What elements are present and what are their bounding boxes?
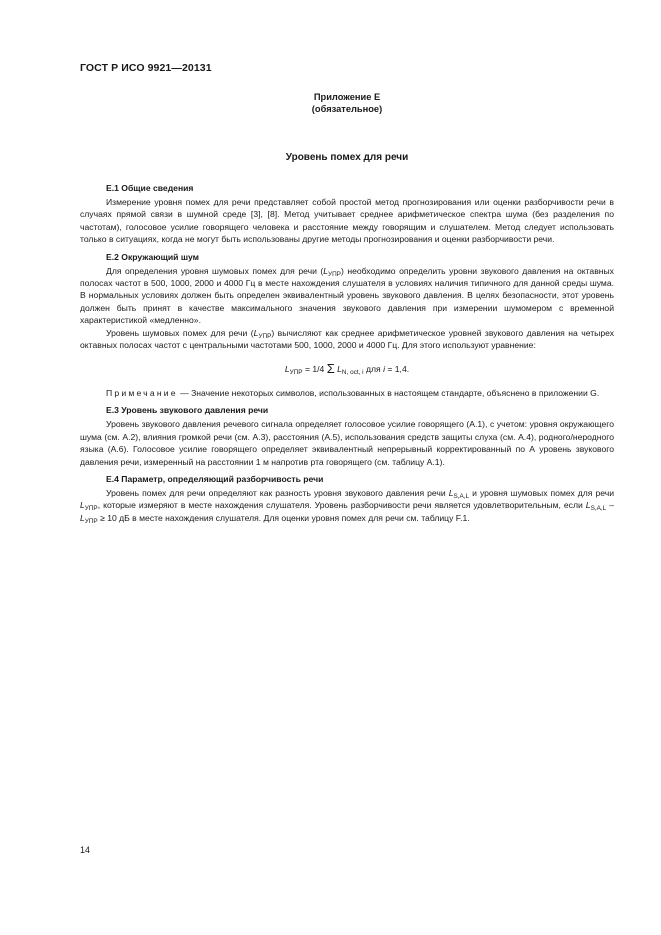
paragraph: Для определения уровня шумовых помех для речи $(L_{УПР})$ необходимо определить уровни звукового давления на октавных полосах частот в 500, 1000, 2000 и 4000 Гц в месте нахождения слушателя в условиях наличия типичного для данной среды шума. В нормальных условиях должен быть определен эквивалентный уровень звукового давления. В целях безопасности, этот уровень должен быть принят в качестве максимального значения звукового давления при измерении шумомером с временной характеристикой «медленно». [80, 265, 614, 326]
paragraph: Измерение уровня помех для речи представляет собой простой метод прогнозирования или оценки разборчивости речи в случаях прямой связи в шумной среде [3], [8]. Метод учитывает среднее арифметическое спектра шума (без разделения по частотам), голосовое усилие говорящего человека и расстояние между говорящим и слушателем. Метод следует использовать только в ситуациях, когда не могут быть использованы другие методы прогнозирования и оценки разборчивости речи. [80, 197, 614, 245]
appendix-status: (обязательное) [311, 104, 383, 114]
note-label: Примечание [106, 387, 178, 398]
section-heading: Е.4 Параметр, определяющий разборчивость речи [106, 473, 324, 484]
appendix-name: Приложение Е [313, 92, 381, 102]
section-e2 [80, 251, 614, 400]
section-e4 [80, 473, 614, 524]
standard-header: ГОСТ Р ИСО 9921—20131 [80, 62, 212, 74]
section-e1 [80, 182, 614, 246]
equation: $L_{УПР} = 1/4$ Σ $L_{N, oct, i}$ для i = 1,4. [284, 361, 410, 377]
document-body [80, 182, 614, 529]
page-number: 14 [80, 845, 91, 855]
paragraph: Уровень шумовых помех для речи $(L_{УПР})$ вычисляют как среднее арифметическое уровней звукового давления на четырех октавных полосах частот с центральными частотами 500, 1000, 2000 и 4000 Гц. Для этого используют уравнение: [80, 327, 615, 351]
appendix-title: Уровень помех для речи [285, 152, 409, 163]
section-e3 [80, 404, 614, 468]
paragraph: Уровень помех для речи определяют как разность уровня звукового давления речи $L_{S,A,L}$ и уровня шумовых помех для речи $L_{УПР}$, которые измеряют в месте нахождения слушателя. Уровень разборчивости речи является удовлетворительным, если $L_{S,A,L} - L_{УПР} \ge 10$ дБ в месте нахождения слушателя. Для оценки уровня помех для речи см. таблицу F.1. [80, 487, 615, 525]
section-heading: Е.3 Уровень звукового давления речи [106, 405, 269, 416]
note: Примечание — Значение некоторых символов, использованных в настоящем стандарте, объяснено в приложении G. [106, 387, 600, 398]
section-heading: Е.1 Общие сведения [106, 183, 194, 193]
paragraph: Уровень звукового давления речевого сигнала определяет голосовое усилие говорящего (А.1), с учетом: уровня окружающего шума (см. А.2), влияния громкой речи (см. А.3), расстояния (А.5), использования средств защиты слуха (см. А.4), родного/неродного языка (А.6). Голосовое усилие говорящего определяет эквивалентный непрерывный корректированный по А уровень звукового давления речи, измеренный на расстоянии 1 м напротив рта говорящего (см. таблицу А.1). [80, 419, 614, 467]
sum-symbol: Σ [326, 361, 335, 377]
section-heading: Е.2 Окружающий шум [106, 251, 199, 262]
